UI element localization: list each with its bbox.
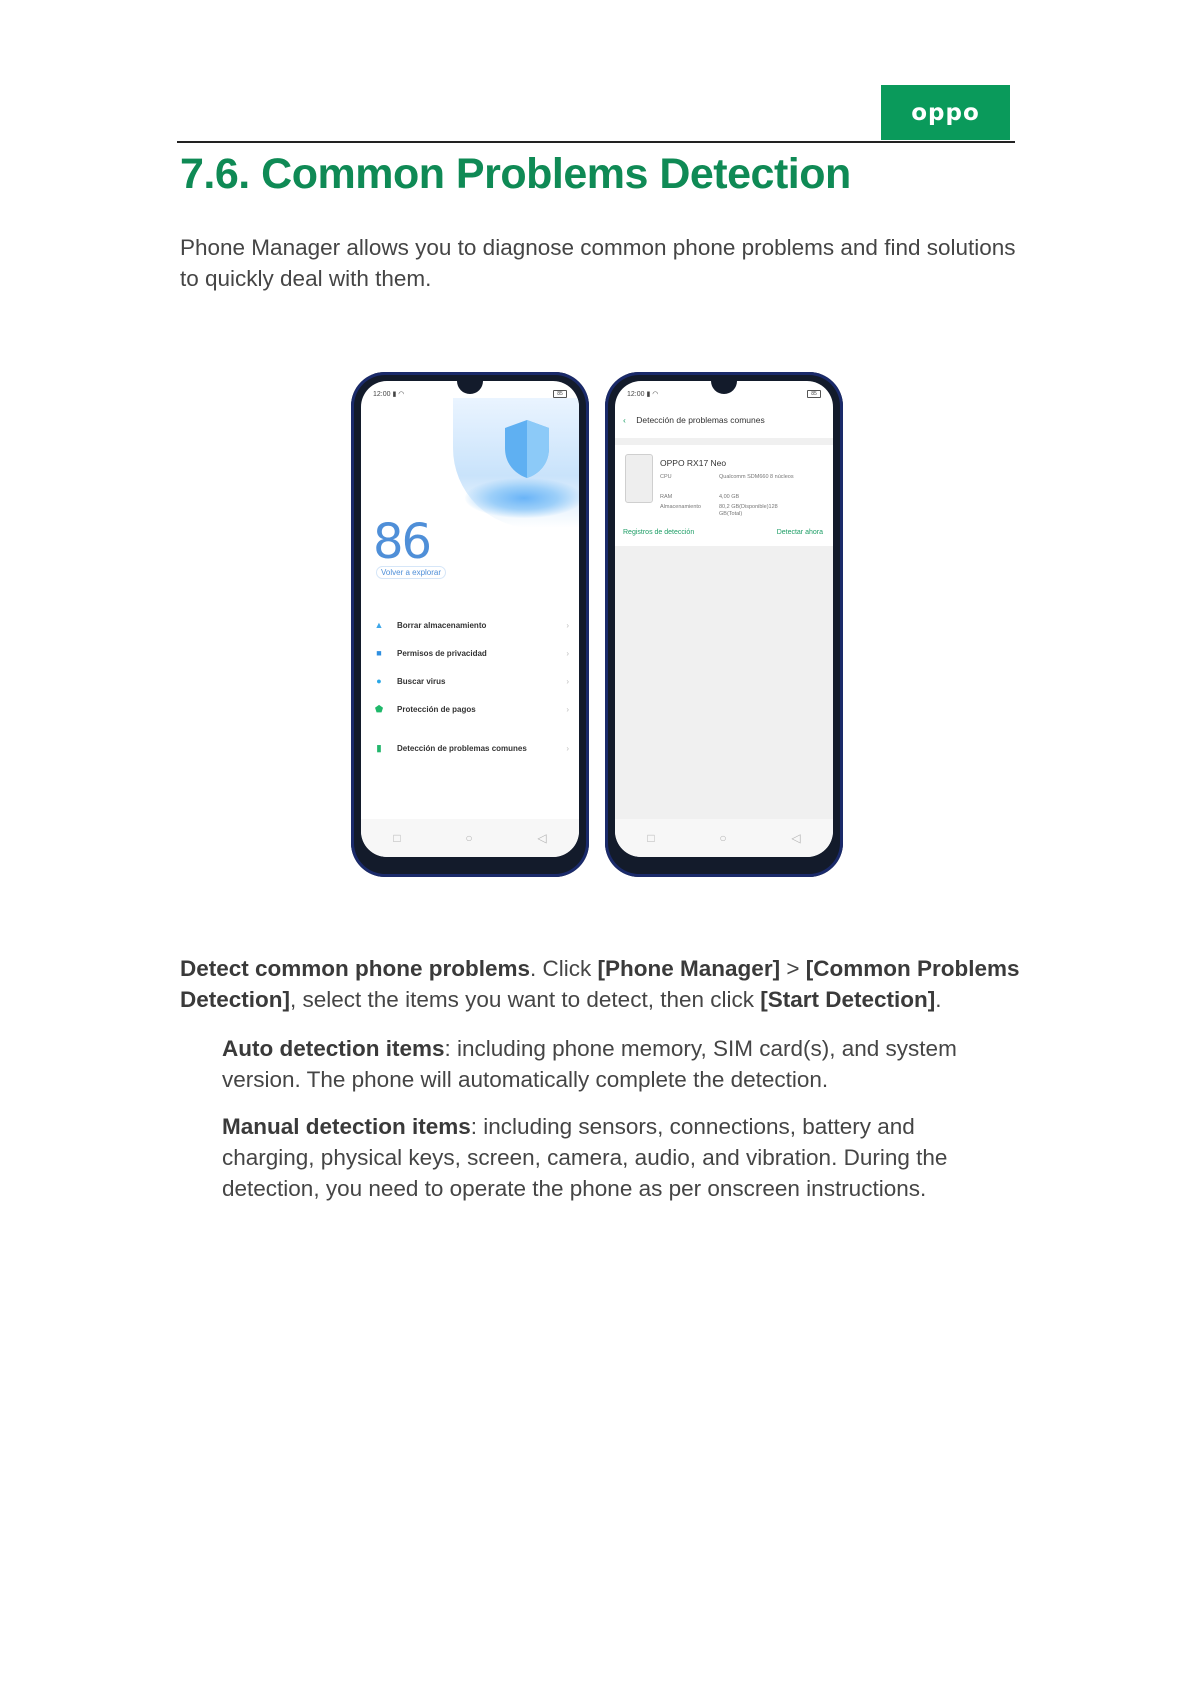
menu-item-common-problems-detection[interactable]: [373, 740, 569, 756]
virus-scan-icon: ●: [376, 676, 382, 686]
phone-screenshot-detection: [605, 372, 843, 877]
menu-item-label: Borrar almacenamiento: [397, 620, 487, 630]
menu-item-label: Detección de problemas comunes: [397, 743, 527, 753]
back-icon[interactable]: ◁: [791, 831, 801, 845]
battery-icon: 85: [807, 390, 821, 398]
explore-again-button[interactable]: Volver a explorar: [376, 566, 446, 579]
menu-item-virus-scan[interactable]: [373, 673, 569, 689]
ram-value: 4,00 GB: [719, 494, 740, 500]
bold-term: [Common Problems Detection]: [180, 956, 1020, 1012]
back-icon[interactable]: ◁: [537, 831, 547, 845]
text: : including phone memory, SIM card(s), and system version. The phone will automatically complete the detection.: [222, 1036, 957, 1092]
phone-thumbnail-icon: [625, 454, 653, 503]
payment-shield-icon: ⬟: [375, 704, 383, 714]
intro-paragraph: Phone Manager allows you to diagnose common phone problems and find solutions to quickly deal with them.: [180, 235, 1016, 291]
bold-term: Manual detection items: [222, 1114, 471, 1139]
home-icon[interactable]: ○: [719, 831, 727, 845]
device-name: OPPO RX17 Neo: [660, 458, 727, 468]
detection-content: [615, 438, 833, 819]
bold-term: Auto detection items: [222, 1036, 445, 1061]
chevron-right-icon: ›: [566, 620, 569, 630]
bold-term: [Phone Manager]: [597, 956, 781, 981]
screen-title: Detección de problemas comunes: [636, 415, 765, 425]
phone-screen: [615, 381, 833, 857]
battery-icon: 85: [553, 390, 567, 398]
manual-detection-paragraph: [222, 1111, 1012, 1204]
bold-term: Detect common phone problems: [180, 956, 531, 981]
storage-value: 80,2 GB(Disponible)128 GB(Total): [719, 504, 778, 517]
phone-screenshot-phone-manager: [351, 372, 589, 877]
text: .: [935, 987, 942, 1012]
section-title: 7.6. Common Problems Detection: [180, 150, 851, 198]
menu-item-label: Buscar virus: [397, 676, 446, 686]
lock-icon: ■: [376, 648, 382, 658]
menu-item-privacy-permissions[interactable]: [373, 645, 569, 661]
text: . Click: [530, 956, 598, 981]
nav-bar: [615, 819, 833, 857]
phone-screen: [361, 381, 579, 857]
device-info-card: [615, 445, 833, 546]
menu-item-label: Permisos de privacidad: [397, 648, 487, 658]
text: , select the items you want to detect, then click: [290, 987, 761, 1012]
status-bar: [627, 390, 821, 398]
signal-icon: ▮ ◠: [392, 391, 405, 398]
text: : including sensors, connections, battery and charging, physical keys, screen, camera, audio, and vibration. During the detection, you need to operate the phone as per onscreen instructions.: [222, 1114, 948, 1201]
recent-apps-icon[interactable]: □: [647, 831, 655, 845]
ripple-graphic: [465, 478, 579, 518]
chevron-right-icon: ›: [566, 743, 569, 753]
cpu-value: Qualcomm SDM660 8 núcleos: [719, 474, 794, 480]
menu-item-clear-storage[interactable]: [373, 617, 569, 633]
status-bar: [373, 390, 567, 398]
detection-icon: ▮: [376, 743, 382, 753]
recent-apps-icon[interactable]: □: [393, 831, 401, 845]
chevron-right-icon: ›: [566, 704, 569, 714]
logo-text: oppo: [911, 99, 980, 126]
back-chevron-icon[interactable]: ‹: [623, 415, 626, 425]
detection-history-link[interactable]: Registros de detección: [623, 529, 695, 536]
home-icon[interactable]: ○: [465, 831, 473, 845]
signal-icon: ▮ ◠: [646, 391, 659, 398]
cpu-label: CPU: [660, 474, 672, 480]
oppo-logo: [881, 85, 1010, 140]
broom-icon: ▲: [374, 620, 384, 630]
security-score: 86: [373, 514, 431, 570]
shield-icon: [501, 418, 553, 480]
status-time: 12:00: [627, 391, 645, 398]
ram-label: RAM: [660, 494, 673, 500]
instructions-paragraph: [180, 953, 1020, 1015]
storage-label: Almacenamiento: [660, 504, 701, 510]
chevron-right-icon: ›: [566, 648, 569, 658]
menu-item-payment-protection[interactable]: [373, 701, 569, 717]
detect-now-link[interactable]: Detectar ahora: [776, 529, 823, 536]
menu-item-label: Protección de pagos: [397, 704, 476, 714]
screen-header: [623, 415, 765, 425]
auto-detection-paragraph: [222, 1033, 1012, 1095]
chevron-right-icon: ›: [566, 676, 569, 686]
status-time: 12:00: [373, 391, 391, 398]
header-rule: [177, 141, 1015, 143]
nav-bar: [361, 819, 579, 857]
bold-term: [Start Detection]: [760, 987, 936, 1012]
text: >: [780, 956, 806, 981]
